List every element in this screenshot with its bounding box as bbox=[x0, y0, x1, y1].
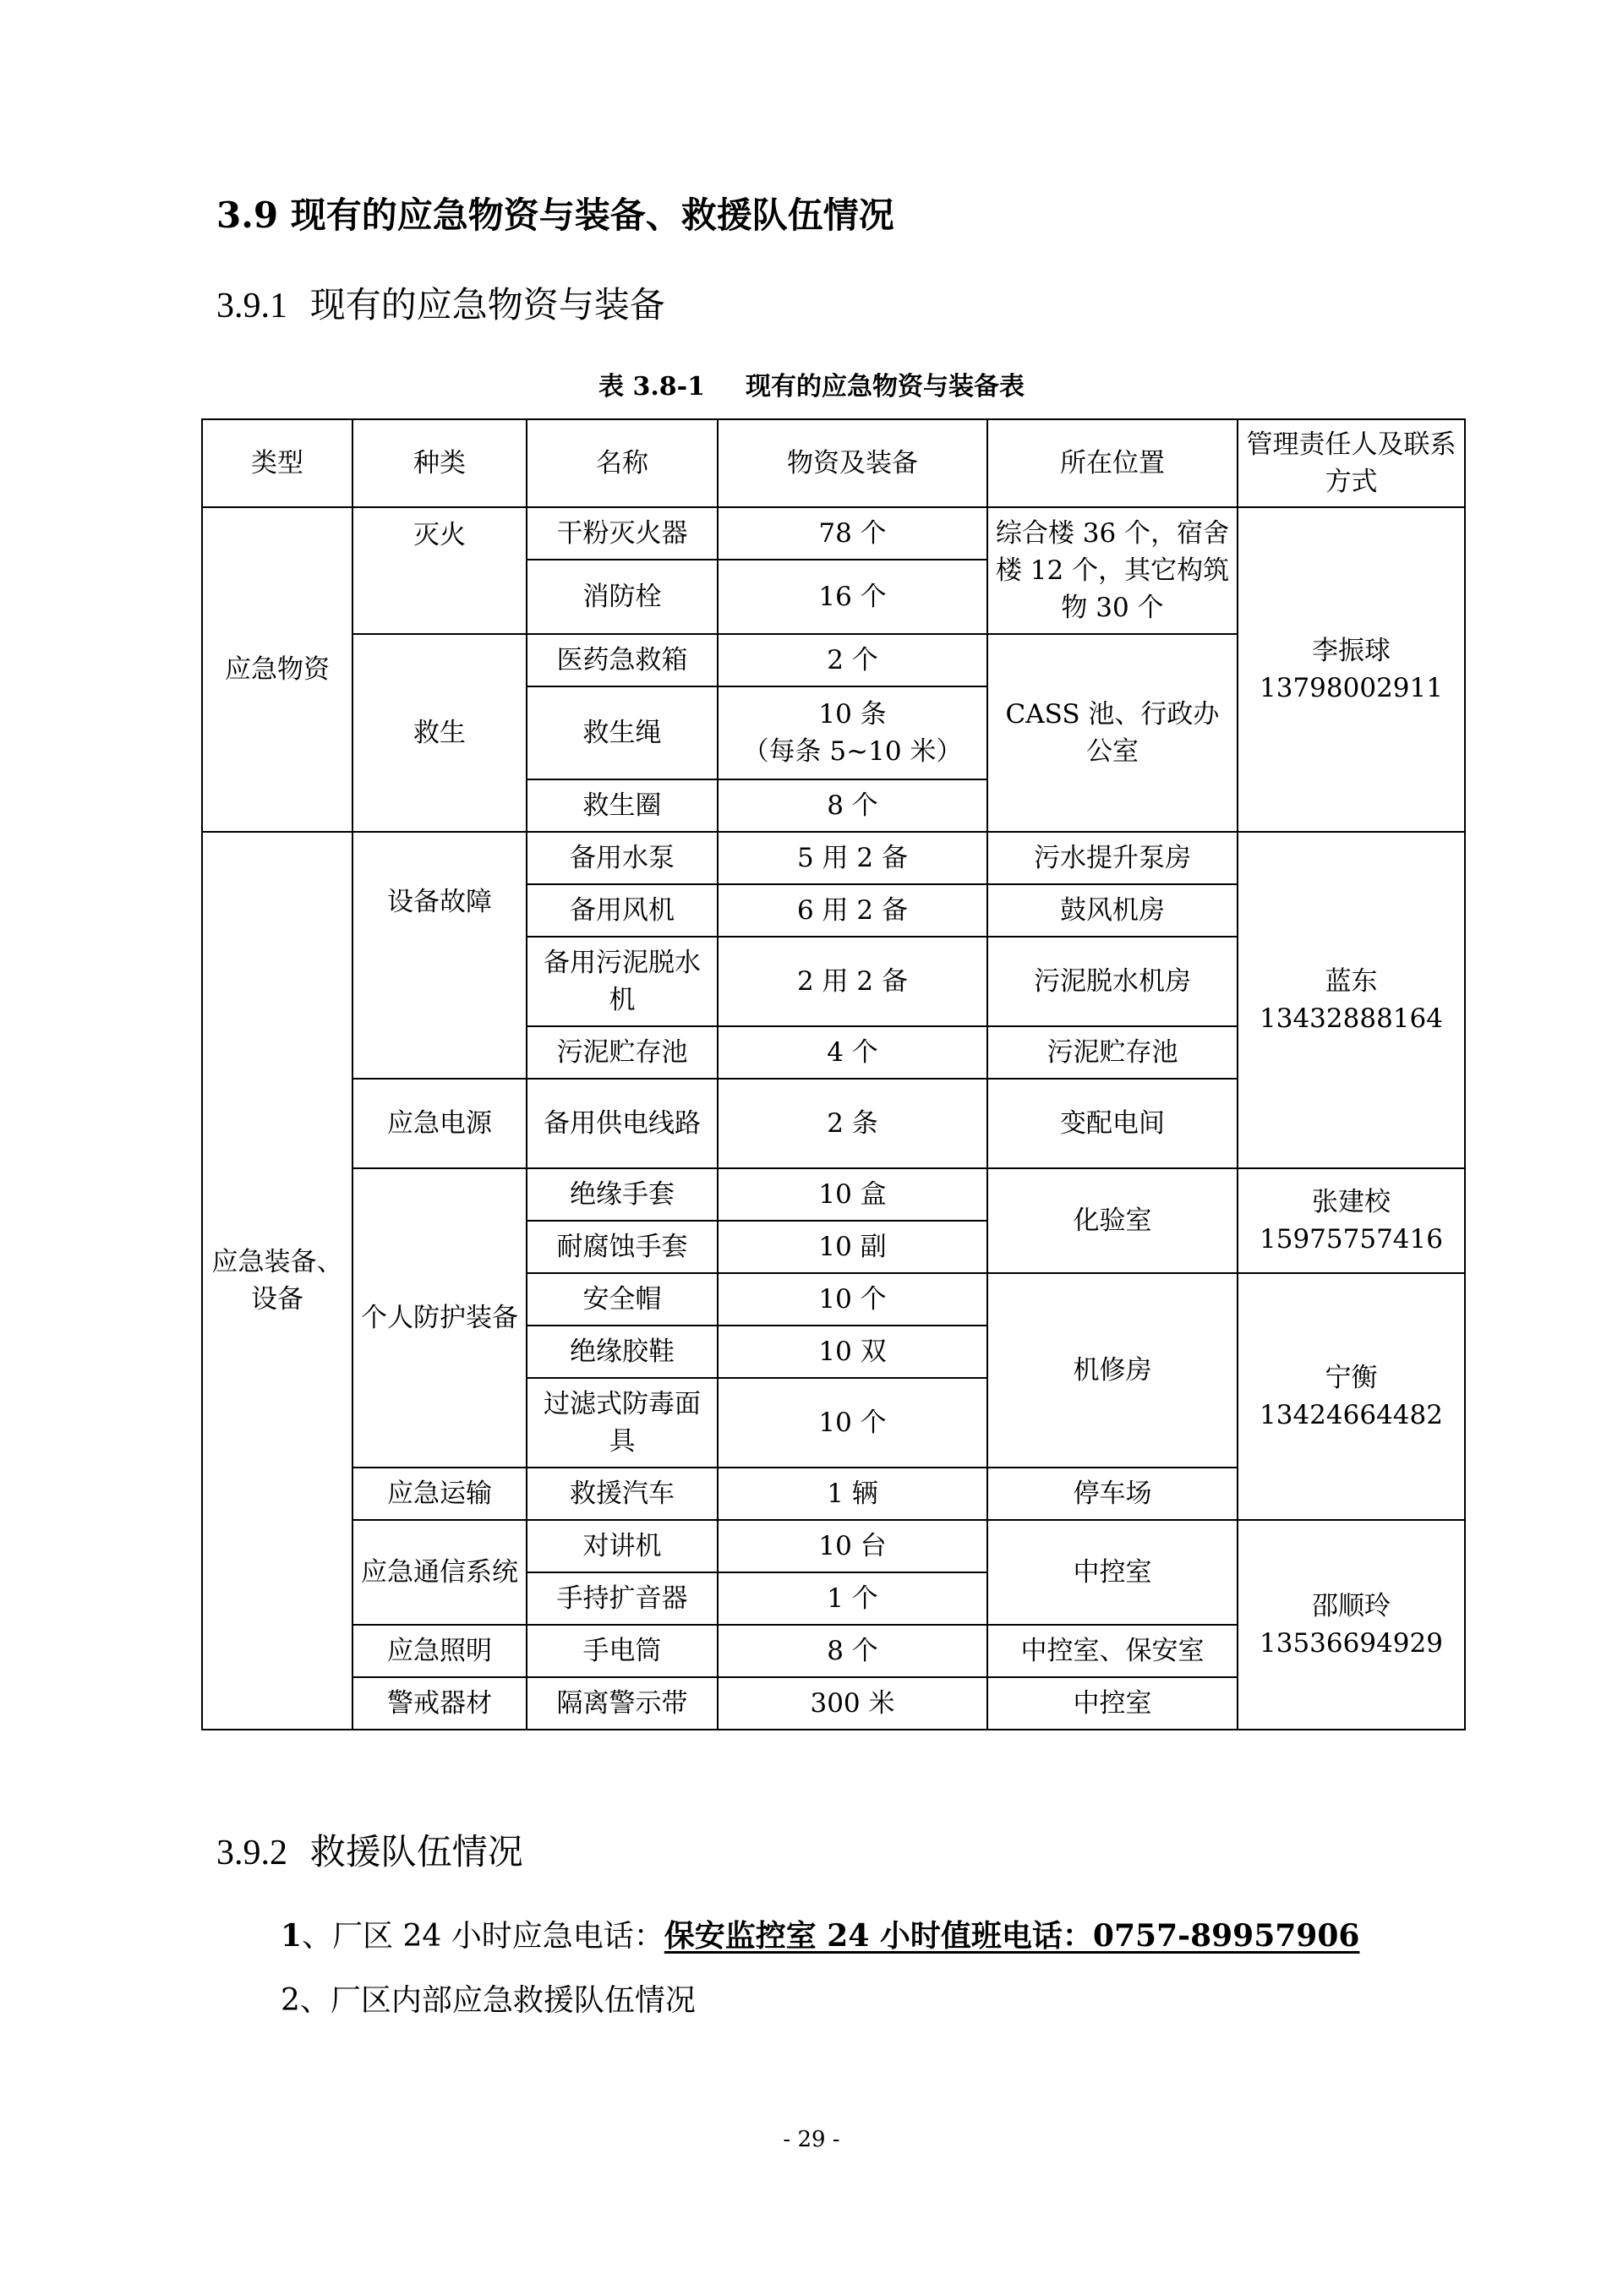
table-row bbox=[202, 1520, 1465, 1572]
location-cell: 污泥脱水机房 bbox=[987, 937, 1238, 1026]
kind-cell: 警戒器材 bbox=[352, 1677, 527, 1730]
paragraph-rescue-team: 2、厂区内部应急救援队伍情况 bbox=[281, 1983, 696, 2018]
contact-name: 张建校 bbox=[1312, 1187, 1391, 1217]
header-cell: 管理责任人及联系方式 bbox=[1238, 419, 1465, 507]
name-cell: 绝缘手套 bbox=[527, 1168, 718, 1221]
table-caption-title: 现有的应急物资与装备表 bbox=[745, 372, 1025, 402]
qty-cell: 8 个 bbox=[718, 779, 987, 832]
kind-cell: 灭火 bbox=[352, 507, 527, 634]
name-cell: 备用风机 bbox=[527, 884, 718, 937]
contact-cell bbox=[1238, 1168, 1465, 1273]
qty-cell: 10 盒 bbox=[718, 1168, 987, 1221]
qty-cell: 10 双 bbox=[718, 1326, 987, 1378]
qty-cell: 2 用 2 备 bbox=[718, 937, 987, 1026]
contact-phone: 13432888164 bbox=[1260, 1003, 1443, 1034]
subsection-number: 3.9.2 bbox=[216, 1834, 287, 1872]
kind-cell: 设备故障 bbox=[352, 832, 527, 1079]
qty-cell: 4 个 bbox=[718, 1026, 987, 1079]
qty-cell: 5 用 2 备 bbox=[718, 832, 987, 884]
contact-phone: 13536694929 bbox=[1260, 1628, 1443, 1659]
location-cell: 中控室 bbox=[987, 1520, 1238, 1625]
header-cell: 所在位置 bbox=[987, 419, 1238, 507]
kind-cell: 个人防护装备 bbox=[352, 1168, 527, 1468]
page-number: - 29 - bbox=[783, 2127, 840, 2152]
kind-cell: 应急照明 bbox=[352, 1625, 527, 1677]
kind-cell: 应急运输 bbox=[352, 1468, 527, 1520]
qty-cell: 2 条 bbox=[718, 1079, 987, 1168]
section-heading: 3.9 现有的应急物资与装备、救援队伍情况 bbox=[216, 194, 894, 236]
contact-name: 邵顺玲 bbox=[1312, 1591, 1391, 1621]
qty-cell: 6 用 2 备 bbox=[718, 884, 987, 937]
location-cell: 中控室 bbox=[987, 1677, 1238, 1730]
contact-phone: 13424664482 bbox=[1260, 1400, 1443, 1430]
kind-cell: 应急电源 bbox=[352, 1079, 527, 1168]
location-cell: 机修房 bbox=[987, 1273, 1238, 1468]
name-cell: 备用供电线路 bbox=[527, 1079, 718, 1168]
emergency-phone: 保安监控室 24 小时值班电话：0757-89957906 bbox=[664, 1918, 1360, 1954]
qty-cell: 1 辆 bbox=[718, 1468, 987, 1520]
subsection-heading-2 bbox=[216, 1824, 523, 1875]
table-caption bbox=[0, 365, 1623, 402]
location-cell: 化验室 bbox=[987, 1168, 1238, 1273]
contact-name: 李振球 bbox=[1312, 636, 1391, 666]
kind-cell: 救生 bbox=[352, 634, 527, 832]
qty-cell bbox=[718, 686, 987, 779]
name-cell: 对讲机 bbox=[527, 1520, 718, 1572]
name-cell: 耐腐蚀手套 bbox=[527, 1221, 718, 1273]
subsection-number: 3.9.1 bbox=[216, 287, 287, 325]
table-row bbox=[202, 832, 1465, 884]
contact-cell bbox=[1238, 1273, 1465, 1520]
contact-phone: 13798002911 bbox=[1260, 673, 1443, 703]
header-cell: 名称 bbox=[527, 419, 718, 507]
name-cell: 备用水泵 bbox=[527, 832, 718, 884]
paragraph-text: 、厂区 24 小时应急电话： bbox=[302, 1919, 664, 1954]
contact-name: 蓝东 bbox=[1325, 966, 1378, 997]
qty-cell: 10 台 bbox=[718, 1520, 987, 1572]
name-cell: 过滤式防毒面具 bbox=[527, 1378, 718, 1468]
name-cell: 绝缘胶鞋 bbox=[527, 1326, 718, 1378]
location-cell: 鼓风机房 bbox=[987, 884, 1238, 937]
subsection-title: 救援队伍情况 bbox=[309, 1831, 523, 1872]
contact-name: 宁衡 bbox=[1325, 1363, 1378, 1393]
qty-note: （每条 5~10 米） bbox=[742, 736, 963, 767]
qty-cell: 8 个 bbox=[718, 1625, 987, 1677]
location-cell: 中控室、保安室 bbox=[987, 1625, 1238, 1677]
name-cell: 干粉灭火器 bbox=[527, 507, 718, 560]
location-cell: CASS 池、行政办公室 bbox=[987, 634, 1238, 832]
qty-cell: 10 个 bbox=[718, 1273, 987, 1326]
kind-cell: 应急通信系统 bbox=[352, 1520, 527, 1625]
equipment-table bbox=[201, 418, 1466, 1730]
location-cell: 污泥贮存池 bbox=[987, 1026, 1238, 1079]
table-header-row bbox=[202, 419, 1465, 507]
name-cell: 救生绳 bbox=[527, 686, 718, 779]
location-cell: 停车场 bbox=[987, 1468, 1238, 1520]
name-cell: 救援汽车 bbox=[527, 1468, 718, 1520]
header-cell: 类型 bbox=[202, 419, 352, 507]
paragraph-number: 1 bbox=[281, 1918, 303, 1954]
location-cell: 变配电间 bbox=[987, 1079, 1238, 1168]
contact-cell bbox=[1238, 1520, 1465, 1730]
location-cell: 综合楼 36 个，宿舍楼 12 个，其它构筑物 30 个 bbox=[987, 507, 1238, 634]
subsection-heading-1 bbox=[216, 277, 665, 328]
table-row bbox=[202, 507, 1465, 560]
qty-cell: 2 个 bbox=[718, 634, 987, 686]
location-cell: 污水提升泵房 bbox=[987, 832, 1238, 884]
name-cell: 安全帽 bbox=[527, 1273, 718, 1326]
name-cell: 备用污泥脱水机 bbox=[527, 937, 718, 1026]
qty-cell: 78 个 bbox=[718, 507, 987, 560]
table-caption-number: 表 3.8-1 bbox=[598, 372, 705, 402]
qty-cell: 10 副 bbox=[718, 1221, 987, 1273]
contact-phone: 15975757416 bbox=[1260, 1224, 1443, 1255]
name-cell: 救生圈 bbox=[527, 779, 718, 832]
contact-cell bbox=[1238, 507, 1465, 832]
qty-cell: 10 个 bbox=[718, 1378, 987, 1468]
contact-cell bbox=[1238, 832, 1465, 1168]
name-cell: 消防栓 bbox=[527, 560, 718, 634]
name-cell: 隔离警示带 bbox=[527, 1677, 718, 1730]
subsection-title: 现有的应急物资与装备 bbox=[309, 284, 665, 325]
name-cell: 医药急救箱 bbox=[527, 634, 718, 686]
category-cell: 应急装备、设备 bbox=[202, 832, 352, 1730]
table-row bbox=[202, 1168, 1465, 1221]
name-cell: 手电筒 bbox=[527, 1625, 718, 1677]
qty-cell: 16 个 bbox=[718, 560, 987, 634]
name-cell: 污泥贮存池 bbox=[527, 1026, 718, 1079]
name-cell: 手持扩音器 bbox=[527, 1572, 718, 1625]
qty-cell: 1 个 bbox=[718, 1572, 987, 1625]
qty-cell: 300 米 bbox=[718, 1677, 987, 1730]
qty-value: 10 条 bbox=[818, 699, 887, 730]
header-cell: 物资及装备 bbox=[718, 419, 987, 507]
paragraph-emergency-phone bbox=[281, 1912, 1359, 1955]
header-cell: 种类 bbox=[352, 419, 527, 507]
category-cell: 应急物资 bbox=[202, 507, 352, 832]
